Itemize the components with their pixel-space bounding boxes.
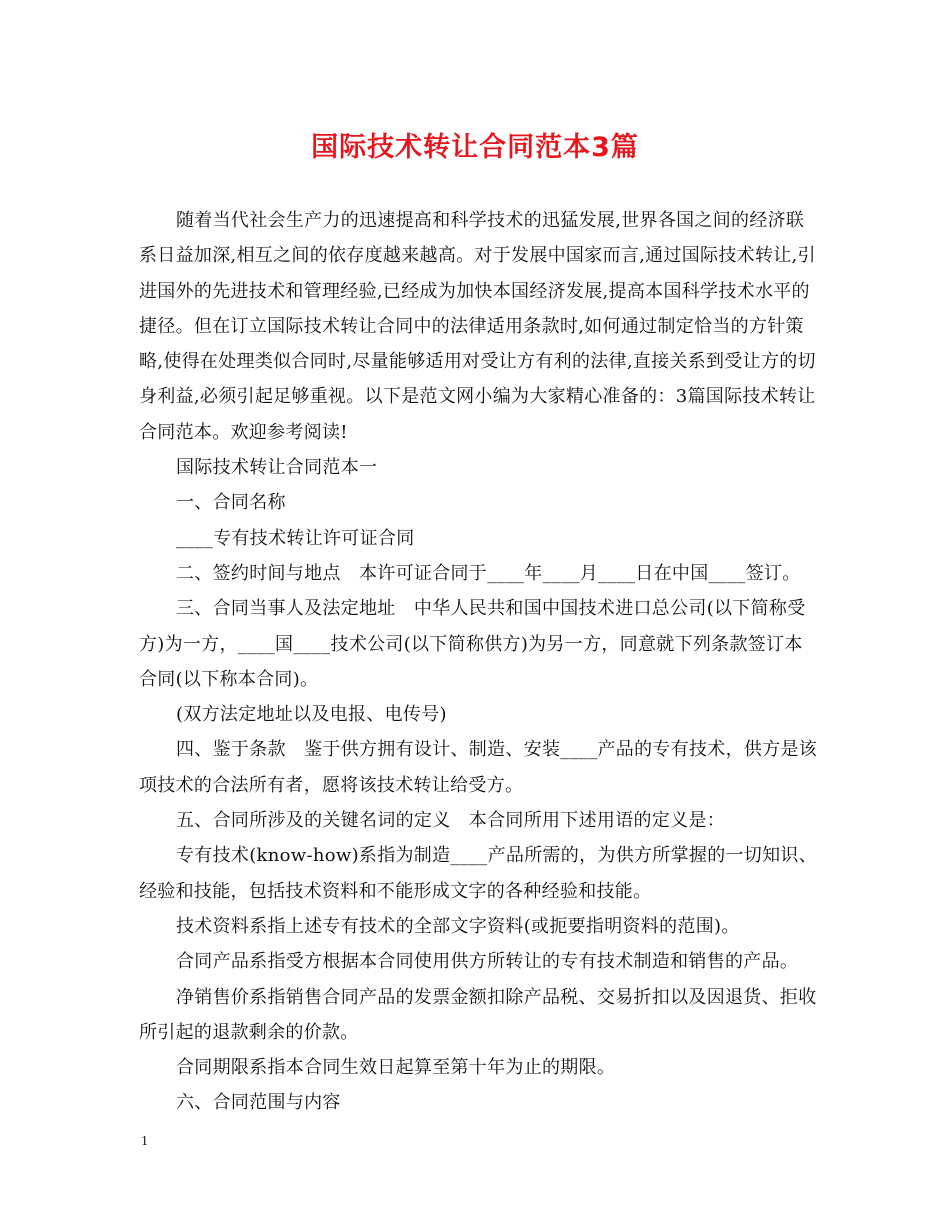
- definition-text: 专有技术(know-how)系指为制造____产品所需的，为供方所掌握的一切知识、经验和技能，包括技术资料和不能形成文字的各种经验和技能。: [139, 845, 818, 902]
- document-title: 国际技术转让合同范本3篇: [311, 132, 639, 163]
- section-heading: 国际技术转让合同范本一: [176, 457, 378, 479]
- definition-text: 技术资料系指上述专有技术的全部文字资料(或扼要指明资料的范围)。: [176, 915, 740, 937]
- clause-text: ____专有技术转让许可证合同: [176, 527, 415, 549]
- document-body: [139, 203, 819, 1121]
- clause-text: 三、合同当事人及法定地址 中华人民共和国中国技术进口总公司(以下简称受方)为一方，____国____技术公司(以下简称供方)为另一方，同意就下列条款签订本合同(以下称本合同)。: [139, 598, 806, 690]
- intro-paragraph: 随着当代社会生产力的迅速提高和科学技术的迅猛发展,世界各国之间的经济联系日益加深,相互之间的依存度越来越高。对于发展中国家而言,通过国际技术转让,引进国外的先进技术和管理经验,已经成为加快本国经济发展,提高本国科学技术水平的捷径。但在订立国际技术转让合同中的法律适用条款时,如何通过制定恰当的方针策略,使得在处理类似合同时,尽量能够适用对受让方有利的法律,直接关系到受让方的切身利益,必须引起足够重视。以下是范文网小编为大家精心准备的：3篇国际技术转让合同范本。欢迎参考阅读!: [139, 210, 816, 443]
- definition-text: 合同产品系指受方根据本合同使用供方所转让的专有技术制造和销售的产品。: [176, 951, 799, 973]
- clause-text: 四、鉴于条款 鉴于供方拥有设计、制造、安装____产品的专有技术，供方是该项技术的合法所有者，愿将该技术转让给受方。: [139, 739, 818, 796]
- clause-text: (双方法定地址以及电报、电传号): [176, 704, 447, 726]
- clause-text: 二、签约时间与地点 本许可证合同于____年____月____日在中国____签订。: [176, 562, 801, 584]
- clause-heading: 一、合同名称: [176, 492, 286, 514]
- page-number: 1: [141, 1134, 148, 1149]
- definition-text: 净销售价系指销售合同产品的发票金额扣除产品税、交易折扣以及因退货、拒收所引起的退款剩余的价款。: [139, 986, 817, 1043]
- clause-heading: 六、合同范围与内容: [176, 1092, 341, 1114]
- definition-text: 合同期限系指本合同生效日起算至第十年为止的期限。: [176, 1057, 616, 1079]
- clause-text: 五、合同所涉及的关键名词的定义 本合同所用下述用语的定义是：: [176, 810, 725, 832]
